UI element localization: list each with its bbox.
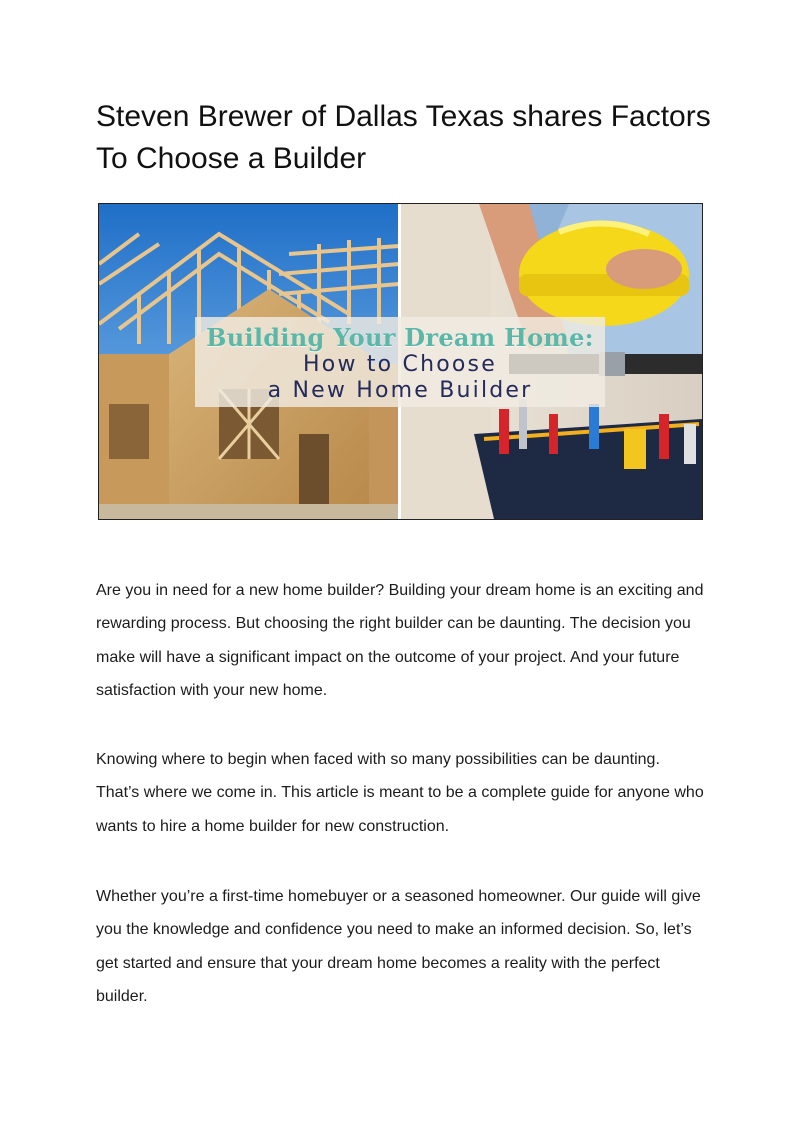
hero-caption-box (195, 317, 605, 407)
page-title: Steven Brewer of Dallas Texas shares Factors To Choose a Builder (96, 100, 711, 175)
paragraph-intro: Are you in need for a new home builder? Building your dream home is an exciting and rewarding process. But choosing the right builder can be daunting. The decision you make will have a significant impact on the outcome of your project. And your future satisfaction with your new home. (96, 582, 704, 699)
paragraph-closing: Whether you’re a first-time homebuyer or a seasoned homeowner. Our guide will give you the knowledge and confidence you need to make an informed decision. So, let’s get started and ensure that your dream home becomes a reality with the perfect builder. (96, 888, 701, 1005)
hero-headline: Building Your Dream Home: (206, 323, 594, 352)
hero-subline-2: a New Home Builder (267, 378, 533, 403)
hero-subline-1: How to Choose (303, 352, 497, 377)
hero-image (98, 203, 703, 520)
paragraph-guide: Knowing where to begin when faced with so many possibilities can be daunting. That’s where we come in. This article is meant to be a complete guide for anyone who wants to hire a home builder for new construction. (96, 751, 704, 835)
